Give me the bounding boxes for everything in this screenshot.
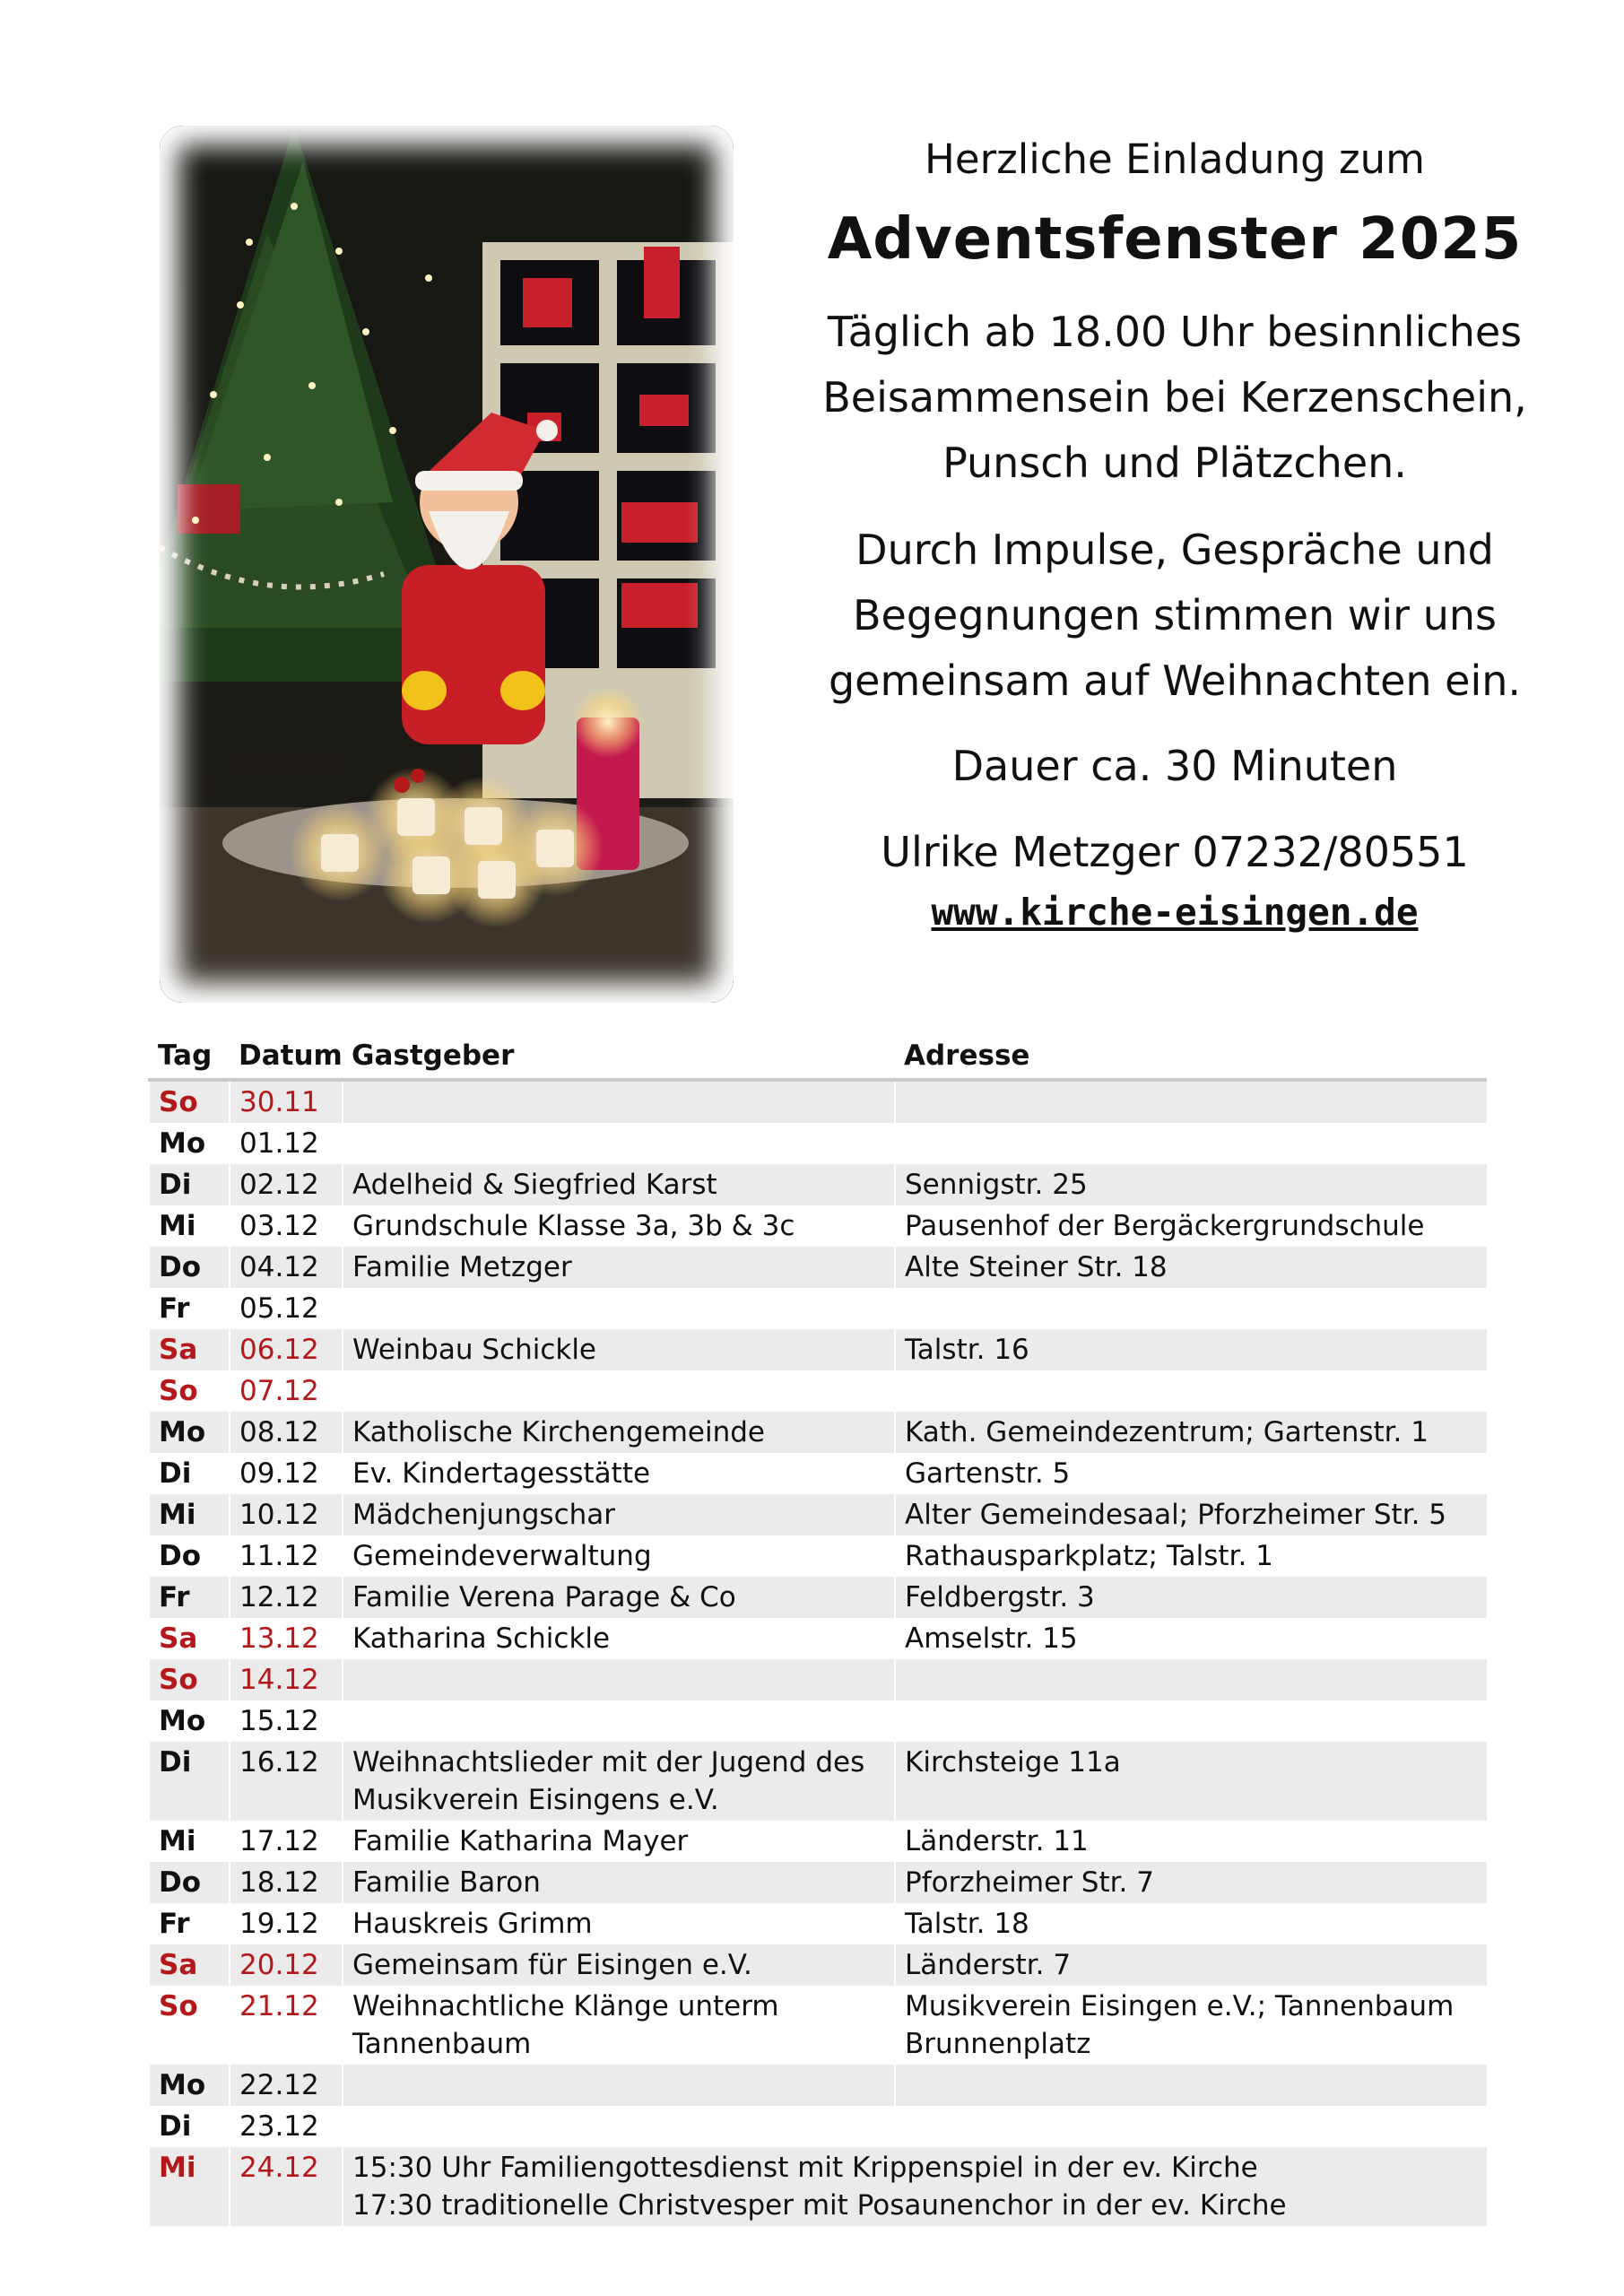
host-cell: Weinbau Schickle <box>343 1329 895 1370</box>
table-row <box>149 1944 1487 1986</box>
host-cell <box>343 2106 895 2147</box>
paragraph-line: Täglich ab 18.00 Uhr besinnliches <box>827 308 1523 356</box>
date-cell: 05.12 <box>230 1288 343 1329</box>
host-cell: Katholische Kirchengemeinde <box>343 1412 895 1453</box>
address-cell <box>895 1288 1487 1329</box>
date-cell: 09.12 <box>230 1453 343 1494</box>
host-cell: Familie Katharina Mayer <box>343 1821 895 1862</box>
date-cell: 13.12 <box>230 1618 343 1659</box>
date-cell: 07.12 <box>230 1370 343 1412</box>
address-cell: Kirchsteige 11a <box>895 1742 1487 1821</box>
day-cell: Do <box>149 1247 230 1288</box>
host-cell: Adelheid & Siegfried Karst <box>343 1164 895 1205</box>
date-cell: 30.11 <box>230 1080 343 1123</box>
day-cell: Mi <box>149 2147 230 2226</box>
header-adresse: Adresse <box>895 1033 1487 1080</box>
host-cell: Familie Metzger <box>343 1247 895 1288</box>
advent-scene-illustration <box>160 126 734 1003</box>
invitation-block <box>789 135 1560 938</box>
day-cell: So <box>149 1080 230 1123</box>
date-cell: 02.12 <box>230 1164 343 1205</box>
header-datum: Datum <box>230 1033 343 1080</box>
table-row <box>149 1986 1487 2065</box>
host-cell: Familie Baron <box>343 1862 895 1903</box>
table-row <box>149 1577 1487 1618</box>
date-cell: 24.12 <box>230 2147 343 2226</box>
date-cell: 12.12 <box>230 1577 343 1618</box>
address-cell: Pausenhof der Bergäckergrundschule <box>895 1205 1487 1247</box>
host-cell: Hauskreis Grimm <box>343 1903 895 1944</box>
table-row <box>149 1288 1487 1329</box>
date-cell: 15.12 <box>230 1700 343 1742</box>
table-row <box>149 1903 1487 1944</box>
table-row <box>149 1164 1487 1205</box>
day-cell: Do <box>149 1535 230 1577</box>
address-cell: Amselstr. 15 <box>895 1618 1487 1659</box>
host-cell: Familie Verena Parage & Co <box>343 1577 895 1618</box>
day-cell: Sa <box>149 1329 230 1370</box>
host-cell <box>343 1659 895 1700</box>
table-row <box>149 1862 1487 1903</box>
date-cell: 11.12 <box>230 1535 343 1577</box>
address-cell: Alte Steiner Str. 18 <box>895 1247 1487 1288</box>
header-tag: Tag <box>149 1033 230 1080</box>
date-cell: 14.12 <box>230 1659 343 1700</box>
table-row <box>149 1742 1487 1821</box>
day-cell: Sa <box>149 1944 230 1986</box>
service-line: 17:30 traditionelle Christvesper mit Posaunenchor in der ev. Kirche <box>352 2189 1287 2222</box>
date-cell: 19.12 <box>230 1903 343 1944</box>
day-cell: Di <box>149 1164 230 1205</box>
date-cell: 06.12 <box>230 1329 343 1370</box>
purpose-paragraph <box>789 517 1560 714</box>
host-cell: Gemeinsam für Eisingen e.V. <box>343 1944 895 1986</box>
address-cell: Länderstr. 11 <box>895 1821 1487 1862</box>
host-cell: Mädchenjungschar <box>343 1494 895 1535</box>
day-cell: Mo <box>149 1123 230 1164</box>
address-cell <box>895 1370 1487 1412</box>
table-row <box>149 1247 1487 1288</box>
address-cell <box>895 1080 1487 1123</box>
date-cell: 16.12 <box>230 1742 343 1821</box>
address-cell <box>895 2065 1487 2106</box>
schedule-body <box>149 1080 1487 2226</box>
service-line: 15:30 Uhr Familiengottesdienst mit Krippenspiel in der ev. Kirche <box>352 2152 1258 2184</box>
address-cell: Kath. Gemeindezentrum; Gartenstr. 1 <box>895 1412 1487 1453</box>
table-row <box>149 2106 1487 2147</box>
day-cell: Fr <box>149 1903 230 1944</box>
host-cell: Ev. Kindertagesstätte <box>343 1453 895 1494</box>
address-cell: Feldbergstr. 3 <box>895 1577 1487 1618</box>
day-cell: Di <box>149 1453 230 1494</box>
host-cell <box>343 1700 895 1742</box>
day-cell: Mi <box>149 1205 230 1247</box>
address-cell: Talstr. 16 <box>895 1329 1487 1370</box>
host-cell <box>343 1370 895 1412</box>
paragraph-line: Beisammensein bei Kerzenschein, <box>822 373 1527 422</box>
paragraph-line: Begegnungen stimmen wir uns <box>853 591 1497 639</box>
host-cell <box>343 1123 895 1164</box>
table-row <box>149 1659 1487 1700</box>
host-cell <box>343 1288 895 1329</box>
date-cell: 03.12 <box>230 1205 343 1247</box>
table-row <box>149 1821 1487 1862</box>
date-cell: 23.12 <box>230 2106 343 2147</box>
schedule-table <box>148 1033 1487 2226</box>
date-cell: 17.12 <box>230 1821 343 1862</box>
table-row <box>149 1329 1487 1370</box>
date-cell: 01.12 <box>230 1123 343 1164</box>
table-header-row <box>149 1033 1487 1080</box>
date-cell: 21.12 <box>230 1986 343 2065</box>
day-cell: Mo <box>149 1412 230 1453</box>
date-cell: 22.12 <box>230 2065 343 2106</box>
duration-text: Dauer ca. 30 Minuten <box>951 742 1398 790</box>
address-cell: Länderstr. 7 <box>895 1944 1487 1986</box>
paragraph-line: Punsch und Plätzchen. <box>942 439 1407 487</box>
address-cell <box>895 2106 1487 2147</box>
address-cell: Musikverein Eisingen e.V.; Tannenbaum Brunnenplatz <box>895 1986 1487 2065</box>
date-cell: 20.12 <box>230 1944 343 1986</box>
table-row <box>149 1618 1487 1659</box>
host-cell <box>343 1080 895 1123</box>
address-cell: Gartenstr. 5 <box>895 1453 1487 1494</box>
schedule-paragraph <box>789 300 1560 496</box>
invitation-line: Herzliche Einladung zum <box>925 135 1425 183</box>
table-row <box>149 1412 1487 1453</box>
address-cell <box>895 1700 1487 1742</box>
address-cell: Rathausparkplatz; Talstr. 1 <box>895 1535 1487 1577</box>
paragraph-line: Durch Impulse, Gespräche und <box>855 526 1494 574</box>
website-link[interactable]: www.kirche-eisingen.de <box>931 891 1419 934</box>
date-cell: 08.12 <box>230 1412 343 1453</box>
day-cell: Mo <box>149 2065 230 2106</box>
address-cell <box>895 1123 1487 1164</box>
day-cell: Fr <box>149 1577 230 1618</box>
day-cell: Mo <box>149 1700 230 1742</box>
table-row <box>149 1370 1487 1412</box>
header-gastgeber: Gastgeber <box>343 1033 895 1080</box>
advent-window-photo <box>160 126 734 1003</box>
address-cell: Sennigstr. 25 <box>895 1164 1487 1205</box>
table-row <box>149 2065 1487 2106</box>
day-cell: Fr <box>149 1288 230 1329</box>
table-row <box>149 1494 1487 1535</box>
day-cell: So <box>149 1986 230 2065</box>
table-row <box>149 1123 1487 1164</box>
day-cell: So <box>149 1659 230 1700</box>
day-cell: Sa <box>149 1618 230 1659</box>
day-cell: Mi <box>149 1494 230 1535</box>
table-row <box>149 1080 1487 1123</box>
service-cell <box>343 2147 1487 2226</box>
table-row <box>149 1453 1487 1494</box>
table-row <box>149 1535 1487 1577</box>
address-cell <box>895 1659 1487 1700</box>
host-cell: Katharina Schickle <box>343 1618 895 1659</box>
date-cell: 10.12 <box>230 1494 343 1535</box>
table-row <box>149 1205 1487 1247</box>
table-row <box>149 1700 1487 1742</box>
host-cell: Grundschule Klasse 3a, 3b & 3c <box>343 1205 895 1247</box>
date-cell: 18.12 <box>230 1862 343 1903</box>
day-cell: Di <box>149 2106 230 2147</box>
day-cell: Do <box>149 1862 230 1903</box>
date-cell: 04.12 <box>230 1247 343 1288</box>
day-cell: Di <box>149 1742 230 1821</box>
host-cell: Weihnachtslieder mit der Jugend des Musikverein Eisingens e.V. <box>343 1742 895 1821</box>
address-cell: Pforzheimer Str. 7 <box>895 1862 1487 1903</box>
contact-text: Ulrike Metzger 07232/80551 <box>881 828 1469 876</box>
address-cell: Talstr. 18 <box>895 1903 1487 1944</box>
event-title: Adventsfenster 2025 <box>827 206 1523 273</box>
day-cell: So <box>149 1370 230 1412</box>
day-cell: Mi <box>149 1821 230 1862</box>
host-cell: Weihnachtliche Klänge unterm Tannenbaum <box>343 1986 895 2065</box>
host-cell: Gemeindeverwaltung <box>343 1535 895 1577</box>
paragraph-line: gemeinsam auf Weihnachten ein. <box>828 657 1522 705</box>
host-cell <box>343 2065 895 2106</box>
table-row <box>149 2147 1487 2226</box>
address-cell: Alter Gemeindesaal; Pforzheimer Str. 5 <box>895 1494 1487 1535</box>
